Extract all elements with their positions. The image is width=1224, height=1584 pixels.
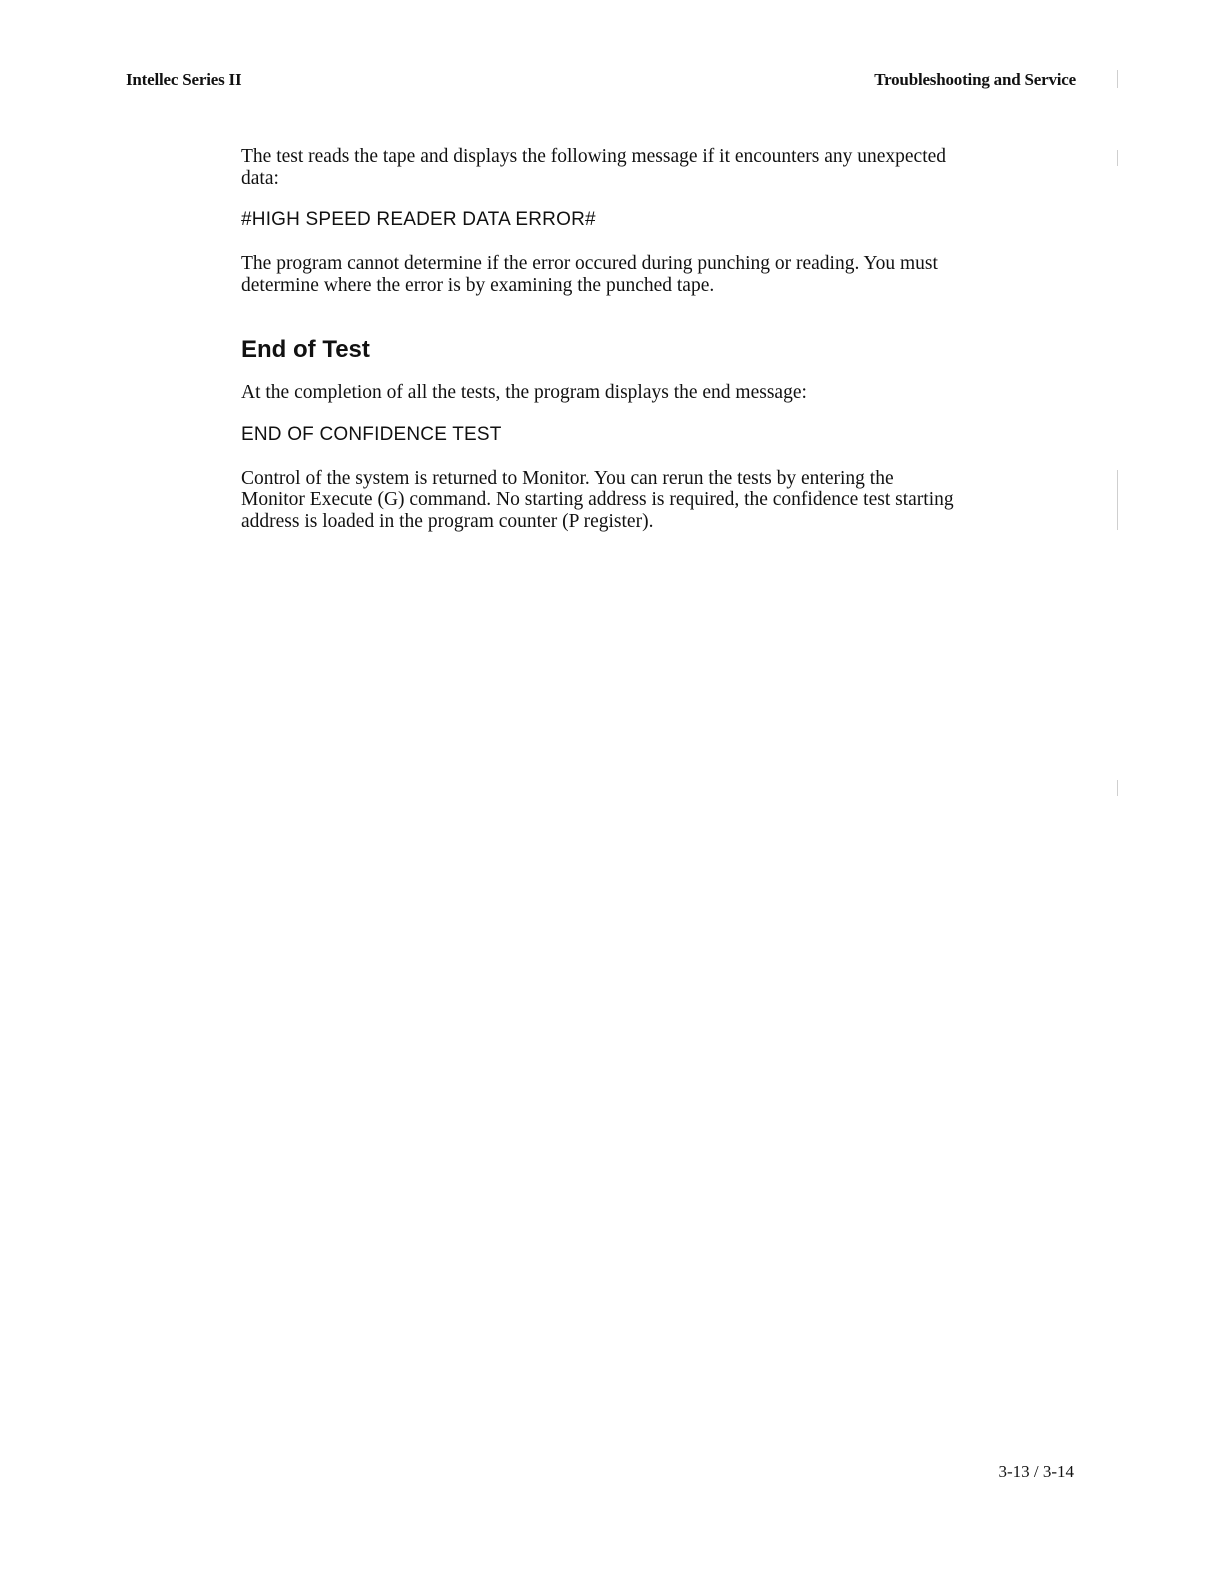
scan-margin-mark [1117,470,1118,530]
running-header-right: Troubleshooting and Service [874,70,1076,89]
scan-margin-mark [1117,150,1118,166]
page-number: 3-13 / 3-14 [998,1462,1074,1481]
scan-margin-mark [1117,780,1118,796]
section-heading-end-of-test: End of Test [241,336,370,363]
paragraph-test-reads-tape: The test reads the tape and displays the following message if it encounters any unexpected data: [241,146,947,189]
running-header-left: Intellec Series II [126,70,242,89]
error-message-reader: #HIGH SPEED READER DATA ERROR# [241,209,596,230]
paragraph-control-returned: Control of the system is returned to Monitor. You can rerun the tests by entering the Monitor Execute (G) command. No starting address is required, the confidence test starting address is loaded in the program counter (P register). [241,467,954,532]
scan-margin-mark [1117,70,1118,88]
paragraph-completion: At the completion of all the tests, the program displays the end message: [241,382,807,403]
paragraph-cannot-determine: The program cannot determine if the error occured during punching or reading. You must determine where the error is by examining the punched tape. [241,253,938,296]
page-body [241,146,957,532]
end-message: END OF CONFIDENCE TEST [241,423,502,445]
